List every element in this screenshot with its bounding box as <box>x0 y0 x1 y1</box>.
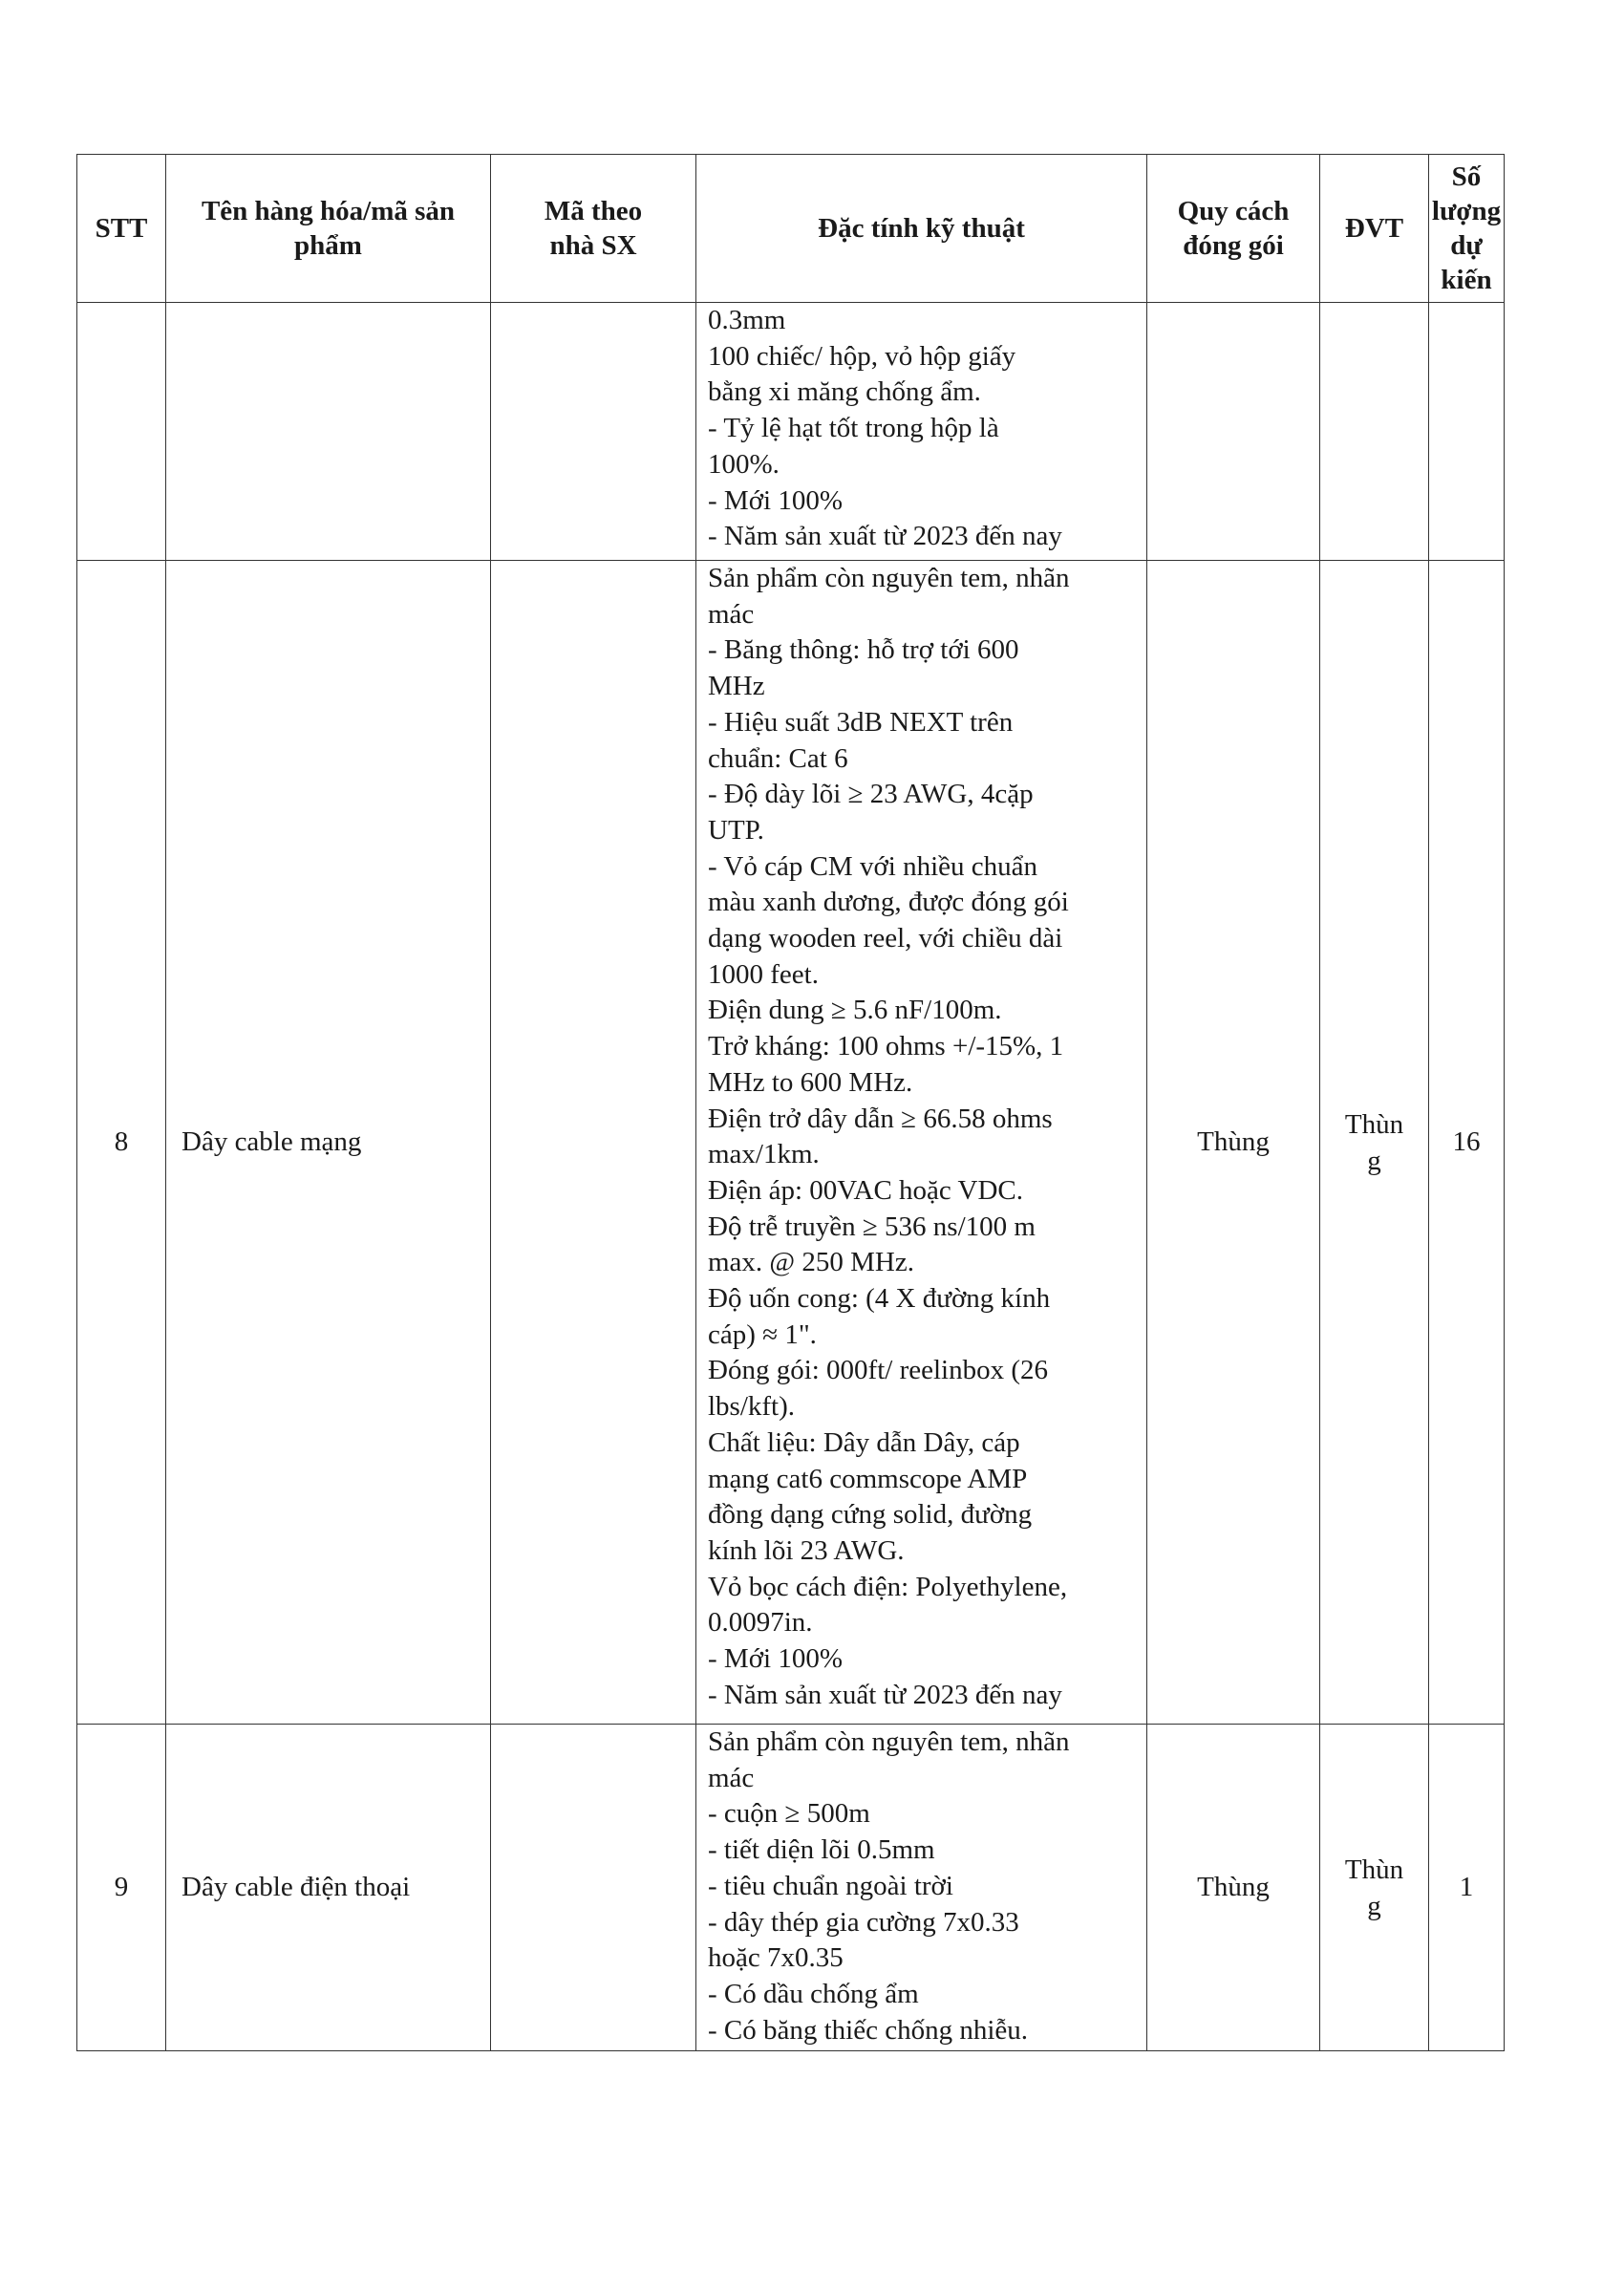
spec-line: - Tỷ lệ hạt tốt trong hộp là <box>708 413 999 444</box>
cell-stt: 8 <box>77 561 166 1725</box>
spec-line: - Có dầu chống ẩm <box>708 1978 919 2009</box>
cell-unit <box>1320 561 1429 1725</box>
cell-packing: Thùng <box>1147 561 1320 1725</box>
header-product-name-line: Tên hàng hóa/mã sản <box>201 196 456 226</box>
header-maker-code <box>491 155 696 303</box>
spec-line: - Mới 100% <box>708 484 843 516</box>
spec-line: 100%. <box>708 448 780 480</box>
cell-quantity: 1 <box>1429 1725 1505 2051</box>
spec-line: MHz to 600 MHz. <box>708 1066 913 1098</box>
spec-table <box>76 154 1505 2051</box>
spec-line: đồng dạng cứng solid, đường <box>708 1499 1033 1531</box>
cell-maker-code <box>491 303 696 561</box>
header-row <box>77 155 1505 303</box>
spec-line: 1000 feet. <box>708 958 819 990</box>
cell-product-name <box>166 303 491 561</box>
spec-line: màu xanh dương, được đóng gói <box>708 887 1069 918</box>
spec-line: - Độ dày lõi ≥ 23 AWG, 4cặp <box>708 779 1034 810</box>
cell-maker-code <box>491 561 696 1725</box>
header-unit: ĐVT <box>1320 155 1429 303</box>
cell-unit-line: Thùn <box>1344 1854 1404 1885</box>
spec-line: - tiêu chuẩn ngoài trời <box>708 1870 953 1901</box>
spec-line: chuẩn: Cat 6 <box>708 742 848 774</box>
header-specs: Đặc tính kỹ thuật <box>696 155 1147 303</box>
cell-unit <box>1320 303 1429 561</box>
spec-line: Điện trở dây dẫn ≥ 66.58 ohms <box>708 1103 1053 1134</box>
spec-line: max/1km. <box>708 1139 820 1170</box>
spec-line: max. @ 250 MHz. <box>708 1247 914 1278</box>
spec-line: Sản phẩm còn nguyên tem, nhãn <box>708 563 1070 593</box>
spec-line: Độ uốn cong: (4 X đường kính <box>708 1283 1051 1315</box>
spec-line: mạng cat6 commscope AMP <box>708 1463 1028 1494</box>
cell-quantity <box>1429 303 1505 561</box>
spec-line: kính lõi 23 AWG. <box>708 1534 905 1566</box>
spec-line: Độ trễ truyền ≥ 536 ns/100 m <box>708 1211 1036 1242</box>
spec-line: lbs/kft). <box>708 1391 796 1423</box>
cell-quantity: 16 <box>1429 561 1505 1725</box>
spec-line: Chất liệu: Dây dẫn Dây, cáp <box>708 1426 1020 1458</box>
cell-specs <box>696 303 1147 561</box>
spec-line: - Băng thông: hỗ trợ tới 600 <box>708 634 1019 666</box>
table-row <box>77 303 1505 561</box>
header-packing <box>1147 155 1320 303</box>
header-stt: STT <box>77 155 166 303</box>
header-packing-line: Quy cách <box>1177 196 1290 226</box>
cell-unit-line: g <box>1367 1145 1381 1176</box>
cell-maker-code <box>491 1725 696 2051</box>
spec-line: - tiết diện lõi 0.5mm <box>708 1834 935 1866</box>
header-quantity-line: kiến <box>1441 265 1492 295</box>
spec-line: Điện áp: 00VAC hoặc VDC. <box>708 1174 1023 1206</box>
header-quantity-line: dự <box>1450 230 1483 261</box>
spec-line: - cuộn ≥ 500m <box>708 1798 870 1830</box>
table-row <box>77 1725 1505 2051</box>
spec-line: 0.0097in. <box>708 1607 813 1639</box>
spec-line: UTP. <box>708 814 764 846</box>
cell-packing: Thùng <box>1147 1725 1320 2051</box>
spec-line: mác <box>708 1762 755 1793</box>
cell-stt <box>77 303 166 561</box>
cell-packing <box>1147 303 1320 561</box>
spec-line: - Mới 100% <box>708 1643 843 1675</box>
spec-line: Trở kháng: 100 ohms +/-15%, 1 <box>708 1031 1064 1062</box>
spec-line: - Năm sản xuất từ 2023 đến nay <box>708 521 1062 552</box>
header-quantity <box>1429 155 1505 303</box>
spec-line: Sản phẩm còn nguyên tem, nhãn <box>708 1726 1070 1757</box>
header-quantity-line: lượng <box>1431 196 1502 226</box>
table-row <box>77 561 1505 1725</box>
cell-unit-line: Thùn <box>1344 1108 1404 1140</box>
header-product-name <box>166 155 491 303</box>
spec-line: 100 chiếc/ hộp, vỏ hộp giấy <box>708 340 1016 372</box>
spec-line: - Hiệu suất 3dB NEXT trên <box>708 706 1014 738</box>
spec-line: Điện dung ≥ 5.6 nF/100m. <box>708 995 1002 1026</box>
cell-stt: 9 <box>77 1725 166 2051</box>
spec-line: mác <box>708 598 755 630</box>
spec-line: 0.3mm <box>708 305 786 335</box>
spec-line: bằng xi măng chống ẩm. <box>708 376 981 408</box>
header-maker-code-line: Mã theo <box>544 196 643 226</box>
header-quantity-line: Số <box>1451 161 1482 192</box>
cell-unit-line: g <box>1367 1890 1381 1921</box>
cell-specs <box>696 561 1147 1725</box>
spec-line: - Có băng thiếc chống nhiễu. <box>708 2014 1029 2046</box>
spec-line: Đóng gói: 000ft/ reelinbox (26 <box>708 1355 1049 1386</box>
cell-product-name: Dây cable mạng <box>166 561 491 1725</box>
spec-line: dạng wooden reel, với chiều dài <box>708 923 1063 954</box>
spec-line: Vỏ bọc cách điện: Polyethylene, <box>708 1571 1068 1602</box>
spec-line: - Năm sản xuất từ 2023 đến nay <box>708 1679 1062 1710</box>
spec-line: cáp) ≈ 1". <box>708 1318 817 1350</box>
header-product-name-line: phẩm <box>294 230 362 261</box>
cell-unit <box>1320 1725 1429 2051</box>
spec-line: MHz <box>708 671 765 702</box>
spec-line: - Vỏ cáp CM với nhiều chuẩn <box>708 850 1038 882</box>
header-maker-code-line: nhà SX <box>549 230 637 261</box>
spec-line: hoặc 7x0.35 <box>708 1942 844 1974</box>
header-packing-line: đóng gói <box>1183 230 1284 261</box>
cell-specs <box>696 1725 1147 2051</box>
spec-line: - dây thép gia cường 7x0.33 <box>708 1906 1019 1938</box>
cell-product-name: Dây cable điện thoại <box>166 1725 491 2051</box>
